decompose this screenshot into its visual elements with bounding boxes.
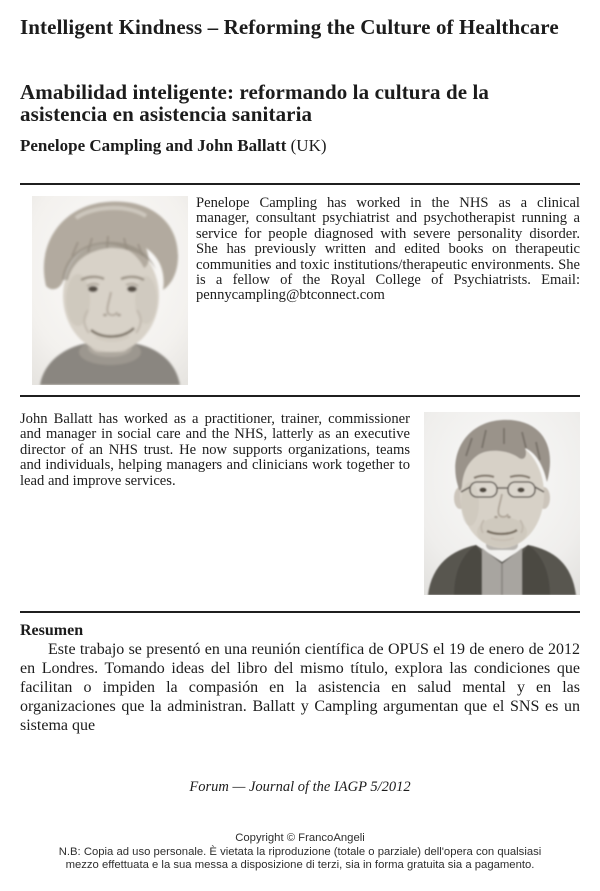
section-john-bio: [20, 412, 580, 595]
copyright-line: Copyright © FrancoAngeli: [235, 832, 365, 844]
divider-rule-middle: [20, 395, 580, 397]
divider-rule-bottom: [20, 611, 580, 613]
resumen-heading: Resumen: [20, 622, 84, 639]
page-title-spanish: Amabilidad inteligente: reformando la cultura de la asistencia en asistencia sanitaria: [20, 80, 490, 126]
copyright-block: [0, 832, 600, 873]
photo-john-ballatt: [424, 412, 580, 595]
authors-line: [20, 136, 580, 156]
author-names: Penelope Campling and John Ballatt: [20, 136, 287, 155]
page-title-english: Intelligent Kindness – Reforming the Culture of Healthcare: [20, 15, 559, 39]
penelope-bio-text: Penelope Campling has worked in the NHS as a clinical manager, consultant psychiatrist and psychotherapist running a service for people diagnosed with severe personality disorder. She has previously written and edited books on therapeutic communities and toxic institutions/therapeutic environments. She is a fellow of the Royal College of Psychiatrists. Email: pennycampling@btconnect.com: [196, 195, 580, 304]
resumen-paragraph: Este trabajo se presentó en una reunión científica de OPUS el 19 de enero de 2012 en Londres. Tomando ideas del libro del mismo título, explora las condiciones que facilitan o impiden la compasión en la asistencia en salud mental y en las organizaciones que la administran. Ballatt y Campling argumentan que el SNS es un sistema que: [20, 641, 580, 734]
john-bio-text: John Ballatt has worked as a practitioner, trainer, commissioner and manager in social care and the NHS, latterly as an executive director of an NHS trust. He now supports organizations, teams and individuals, helping managers and clinicians work together to lead and improve services.: [20, 411, 410, 489]
divider-rule-top: [20, 183, 580, 185]
penelope-portrait-image: [32, 196, 188, 385]
copyright-notice-line-2: mezzo effettuata e la sua messa a disposizione di terzi, sia in forma gratuita sia a pagamento.: [65, 859, 535, 871]
author-country: (UK): [286, 136, 327, 155]
journal-footer-line: Forum — Journal of the IAGP 5/2012: [189, 779, 411, 795]
john-portrait-image: [424, 412, 580, 595]
copyright-notice-line-1: N.B: Copia ad uso personale. È vietata la riproduzione (totale o parziale) dell'opera con qualsiasi: [58, 845, 542, 858]
section-penelope-bio: [32, 196, 580, 385]
resumen-section: [20, 621, 580, 735]
photo-penelope-campling: [32, 196, 188, 385]
